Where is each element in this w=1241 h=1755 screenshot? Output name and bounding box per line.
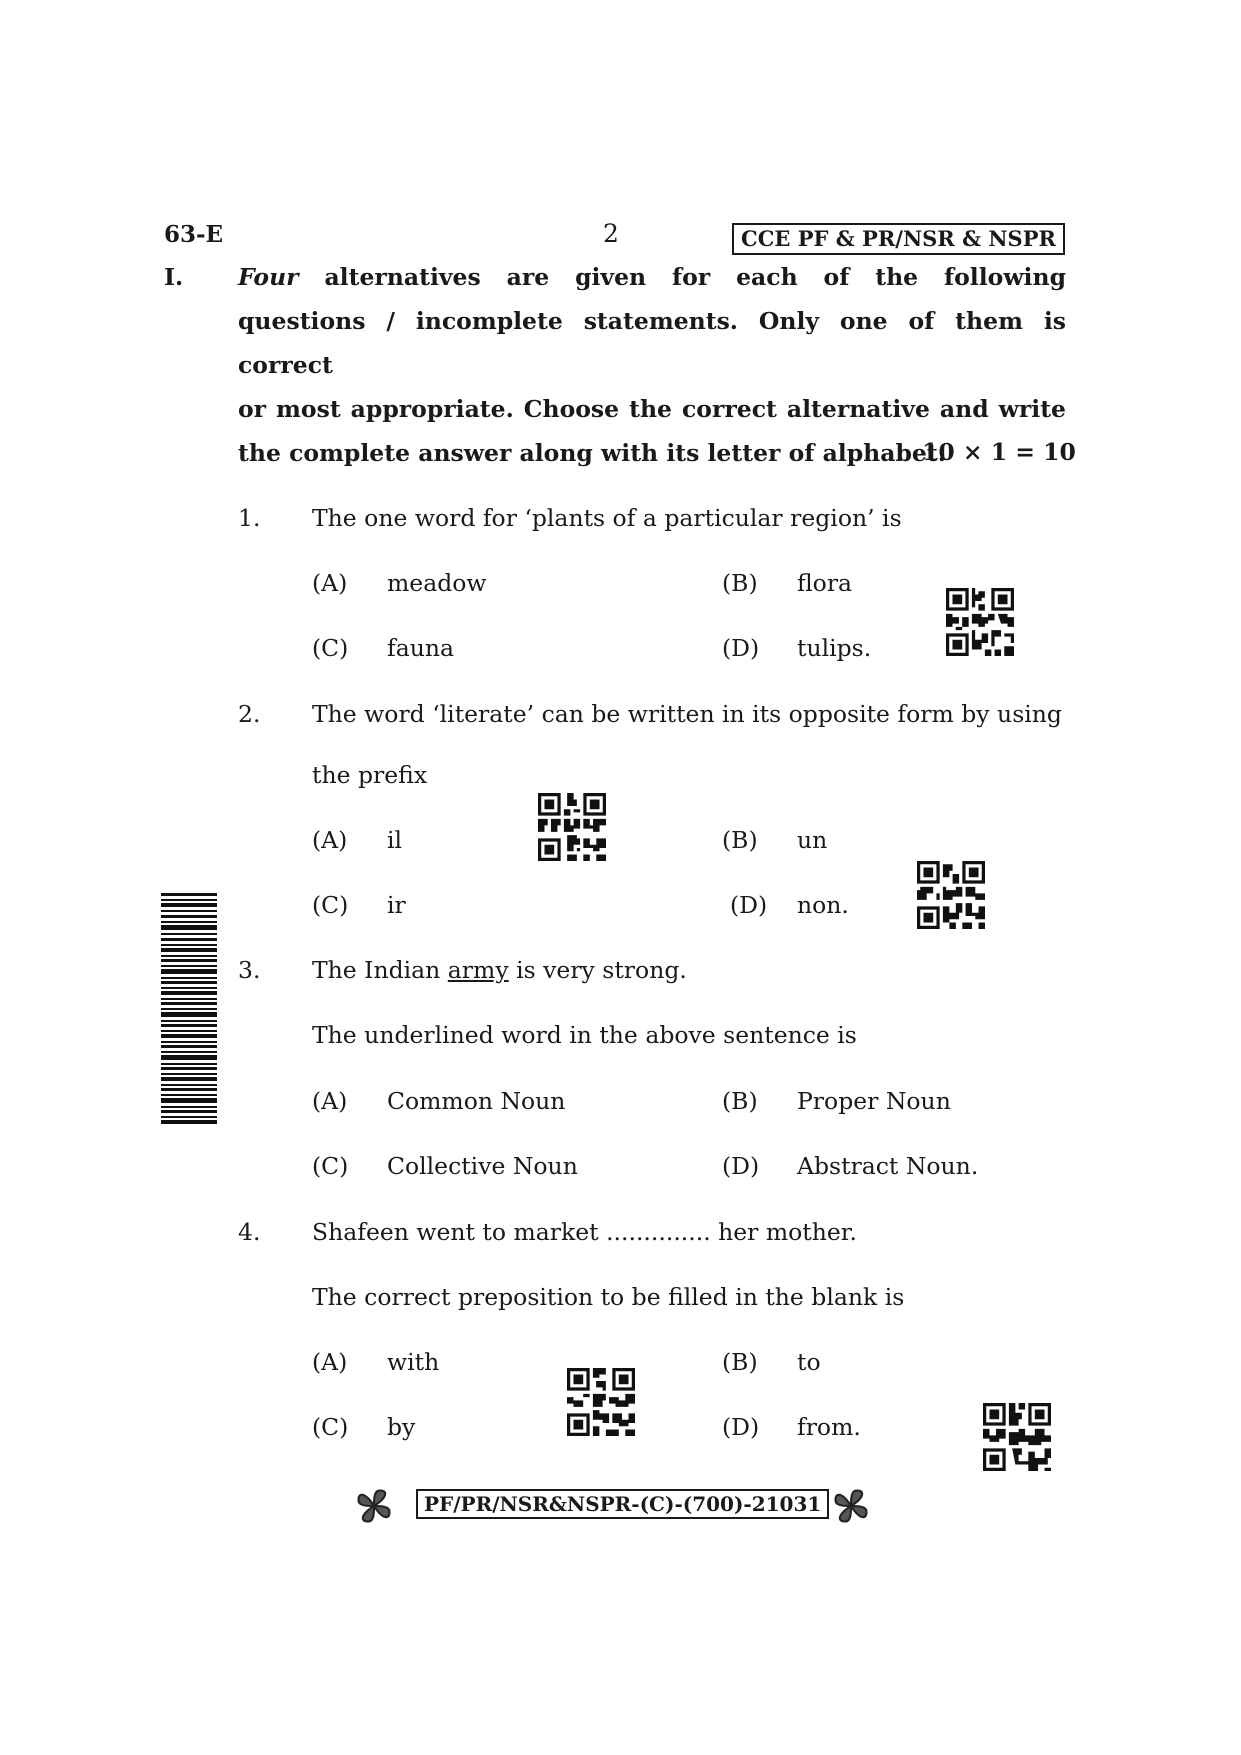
page-number: 2: [603, 219, 619, 248]
question-number: 2.: [238, 700, 261, 728]
option-letter: (C): [312, 891, 349, 919]
question-text-before: The Indian: [312, 956, 441, 984]
qr-code-icon: [983, 1403, 1051, 1471]
option-text: fauna: [387, 634, 454, 662]
instruction-line-4: the complete answer along with its letter of alphabet.: [238, 439, 946, 467]
question-text-after: is very strong.: [516, 956, 687, 984]
option-letter: (A): [312, 1348, 348, 1376]
question-text: The one word for ‘plants of a particular region’ is: [312, 504, 902, 532]
underlined-word: army: [447, 956, 509, 984]
qr-code-icon: [538, 793, 606, 861]
qr-code-icon: [946, 588, 1014, 656]
option-text: by: [387, 1413, 416, 1441]
paper-code: 63-E: [164, 221, 224, 248]
option-text: un: [797, 826, 828, 854]
section-marks: 10 × 1 = 10: [922, 438, 1076, 466]
option-text: from.: [797, 1413, 861, 1441]
option-letter: (D): [722, 1413, 760, 1441]
option-letter: (B): [722, 1348, 758, 1376]
question-number: 1.: [238, 504, 261, 532]
option-letter: (A): [312, 826, 348, 854]
section-number: I.: [164, 263, 184, 291]
option-letter: (A): [312, 1087, 348, 1115]
question-text-line-2: the prefix: [312, 761, 428, 789]
barcode-icon: [161, 893, 217, 1127]
exam-title: CCE PF & PR/NSR & NSPR: [732, 223, 1065, 255]
qr-code-icon: [917, 861, 985, 929]
option-text: with: [387, 1348, 440, 1376]
option-text: Proper Noun: [797, 1087, 951, 1115]
option-text: Common Noun: [387, 1087, 566, 1115]
question-text: Shafeen went to market .............. her mother.: [312, 1218, 857, 1246]
flower-ornament-icon: [832, 1487, 870, 1525]
option-text: non.: [797, 891, 849, 919]
option-text: tulips.: [797, 634, 872, 662]
option-text: Collective Noun: [387, 1152, 578, 1180]
question-text-line-2: The underlined word in the above sentence is: [312, 1021, 857, 1049]
option-text: il: [387, 826, 403, 854]
question-number: 3.: [238, 956, 261, 984]
instruction-line-3: or most appropriate. Choose the correct alternative and write: [238, 395, 1066, 423]
option-letter: (C): [312, 1152, 349, 1180]
option-letter: (C): [312, 634, 349, 662]
question-text: The word ‘literate’ can be written in its opposite form by using: [312, 700, 1062, 728]
option-text: ir: [387, 891, 406, 919]
option-letter: (D): [730, 891, 768, 919]
option-letter: (B): [722, 826, 758, 854]
option-letter: (D): [722, 634, 760, 662]
option-letter: (A): [312, 569, 348, 597]
option-text: meadow: [387, 569, 487, 597]
option-text: Abstract Noun.: [797, 1152, 979, 1180]
option-letter: (C): [312, 1413, 349, 1441]
option-letter: (B): [722, 569, 758, 597]
question-text: [312, 956, 687, 984]
instruction-line-2: questions / incomplete statements. Only one of them is correct: [238, 307, 1066, 379]
option-text: flora: [797, 569, 853, 597]
option-letter: (B): [722, 1087, 758, 1115]
question-text-line-2: The correct preposition to be filled in the blank is: [312, 1283, 905, 1311]
option-text: to: [797, 1348, 821, 1376]
instruction-italic: Four: [238, 263, 299, 291]
flower-ornament-icon: [355, 1487, 393, 1525]
qr-code-icon: [567, 1368, 635, 1436]
instruction-line-1: [238, 255, 1066, 299]
footer-code: PF/PR/NSR&NSPR-(C)-(700)-21031: [416, 1489, 829, 1519]
question-number: 4.: [238, 1218, 261, 1246]
instruction-line-1-rest: alternatives are given for each of the following: [324, 263, 1066, 291]
option-letter: (D): [722, 1152, 760, 1180]
